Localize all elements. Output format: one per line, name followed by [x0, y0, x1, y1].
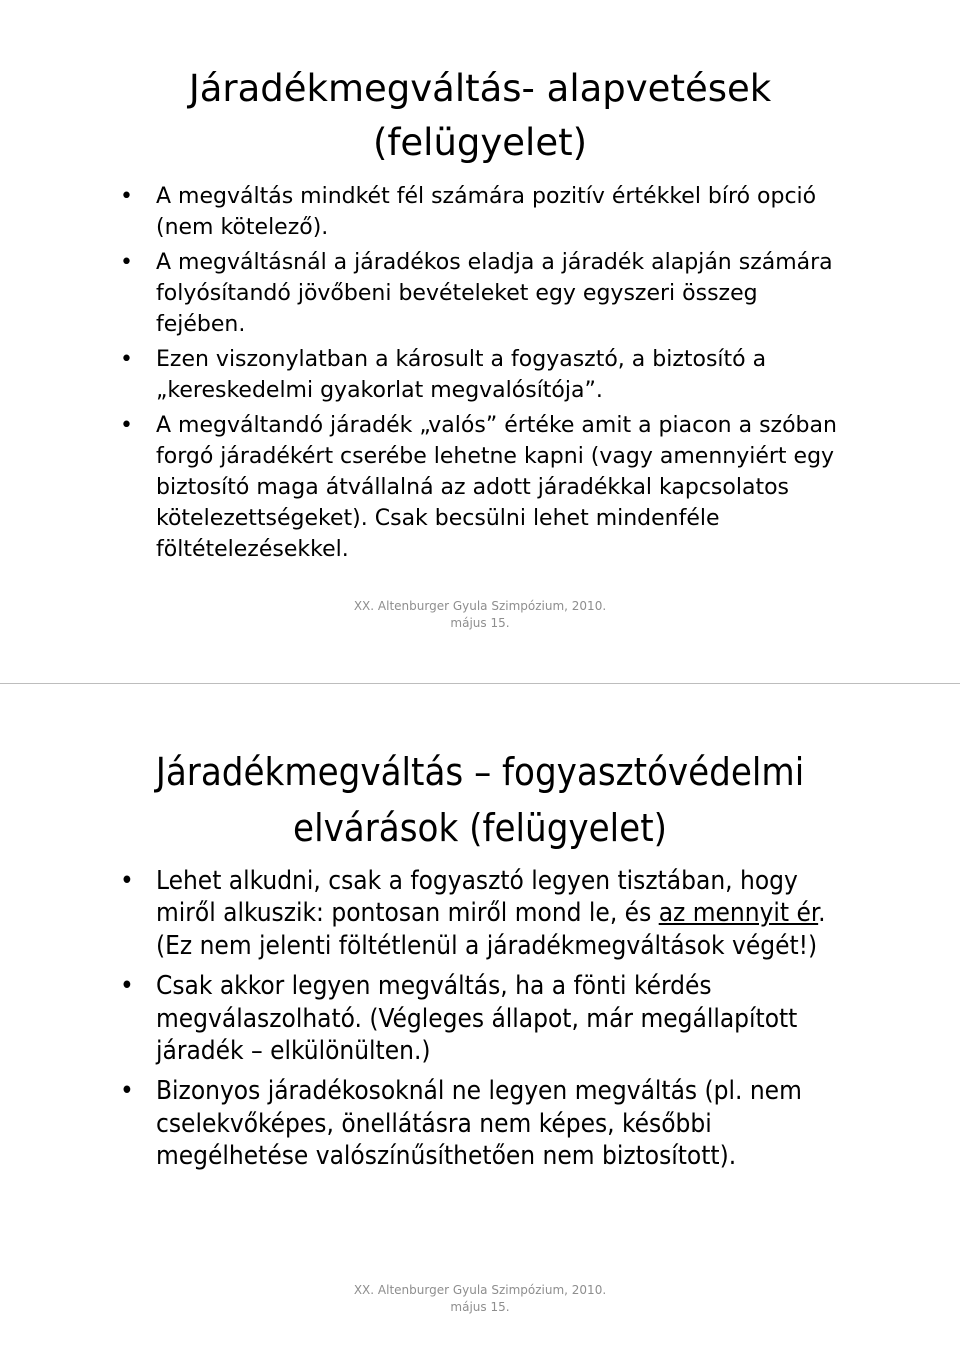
slide-1: [0, 0, 960, 683]
list-item-text: A megváltásnál a járadékos eladja a járadék alapján számára folyósítandó jövőbeni bevételeket egy egyszeri összeg fejében.: [156, 250, 833, 337]
footer-date: május 15.: [450, 616, 510, 630]
footer-event: XX. Altenburger Gyula Szimpózium, 2010.: [353, 599, 607, 613]
bullet-icon: •: [120, 413, 133, 438]
bullet-icon: •: [120, 866, 134, 896]
list-item: [120, 1075, 840, 1172]
underlined-phrase: az mennyit ér: [658, 898, 819, 929]
list-item-text-part: . (Ez nem jelenti föltétlenül a járadékmegváltások végét!): [156, 898, 826, 961]
list-item: [120, 410, 840, 565]
list-item: [120, 865, 840, 962]
slide-footer: [0, 1282, 960, 1316]
list-item-text: Csak akkor legyen megváltás, ha a fönti kérdés megválaszolható. (Végleges állapot, már megállapított járadék – elkülönülten.): [156, 971, 798, 1067]
footer-date: május 15.: [450, 1300, 510, 1314]
list-item: [120, 344, 840, 406]
list-item: [120, 247, 840, 340]
bullet-icon: •: [120, 184, 133, 209]
bullet-list: [120, 181, 840, 565]
list-item: [120, 181, 840, 243]
list-item-text: A megváltás mindkét fél számára pozitív értékkel bíró opció (nem kötelező).: [156, 184, 817, 240]
list-item-text: [156, 866, 826, 961]
bullet-icon: •: [120, 971, 134, 1002]
bullet-icon: •: [120, 250, 133, 275]
list-item-text-part: Lehet alkudni, csak a fogyasztó legyen tisztában, hogy miről alkuszik: pontosan miről mond le, és: [156, 866, 798, 929]
list-item-text: A megváltandó járadék „valós” értéke amit a piacon a szóban forgó járadékért cserébe lehetne kapni (vagy amennyiért egy biztosító maga átvállalná az adott járadékkal kapcsolatos kötelezettségeket). Csak becsülni lehet mindenféle föltételezésekkel.: [156, 413, 837, 562]
slide-2: [0, 684, 960, 1367]
slide-title-line-2: elvárások (felügyelet): [293, 806, 667, 850]
slide-footer: [0, 598, 960, 632]
bullet-icon: •: [120, 347, 133, 372]
footer-event: XX. Altenburger Gyula Szimpózium, 2010.: [353, 1283, 607, 1297]
bullet-list: [120, 865, 840, 1173]
slide-title: [60, 67, 900, 164]
slide-title: [60, 750, 900, 850]
list-item-text: Bizonyos járadékosoknál ne legyen megváltás (pl. nem cselekvőképes, önellátásra nem képes, későbbi megélhetése valószínűsíthetően nem biztosított).: [156, 1076, 802, 1172]
slide-title-line-2: (felügyelet): [372, 121, 588, 164]
slide-title-line-1: Járadékmegváltás- alapvetések: [188, 67, 772, 110]
slide-title-line-1: Járadékmegváltás – fogyasztóvédelmi: [155, 750, 805, 794]
list-item-text: Ezen viszonylatban a károsult a fogyasztó, a biztosító a „kereskedelmi gyakorlat megvalósítója”.: [156, 347, 767, 403]
bullet-icon: •: [120, 1076, 134, 1107]
list-item: [120, 970, 840, 1067]
